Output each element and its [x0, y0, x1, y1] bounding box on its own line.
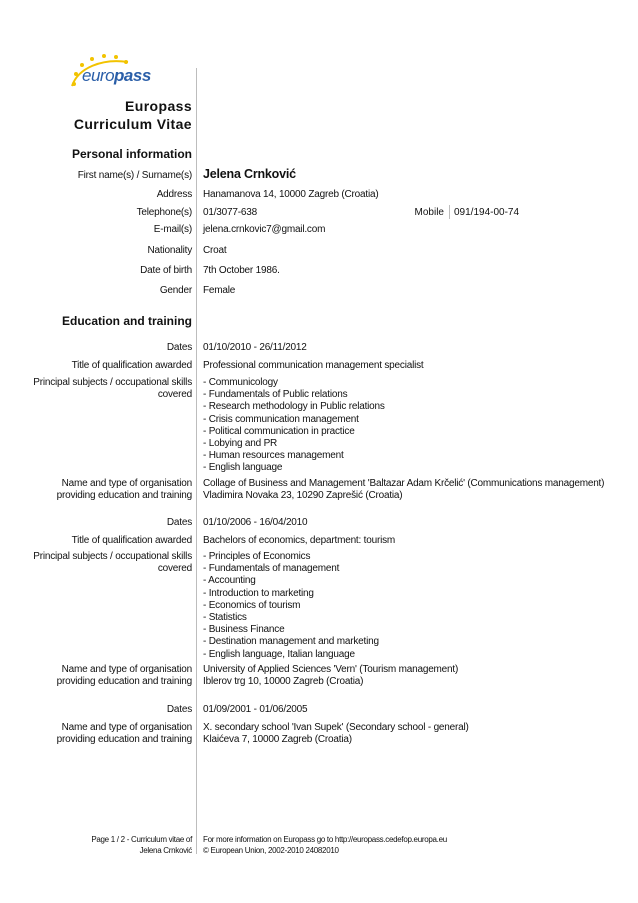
edu2-org: University of Applied Sciences 'Vern' (Tourism management) Iblerov trg 10, 10000 Zagreb (Croatia): [203, 664, 459, 688]
email-value[interactable]: jelena.crnkovic7@gmail.com: [203, 224, 326, 235]
email-label: E-mail(s): [153, 224, 192, 235]
telephone-value: 01/3077-638: [203, 207, 257, 218]
address-label: Address: [156, 189, 192, 200]
edu2-qual-label: Title of qualification awarded: [71, 535, 192, 546]
full-name: Jelena Crnković: [203, 167, 296, 181]
edu3-org: X. secondary school 'Ivan Supek' (Secondary school - general) Klaićeva 7, 10000 Zagreb (Croatia): [203, 722, 469, 746]
list-item: - Statistics: [203, 612, 247, 624]
footer-copyright: © European Union, 2002-2010 24082010: [203, 846, 339, 855]
gender-label: Gender: [159, 285, 192, 296]
list-item: - Communicology: [203, 377, 278, 388]
name-label: First name(s) / Surname(s): [77, 170, 192, 181]
cv-title-europass: Europass: [125, 98, 192, 114]
address-value: Hanamanova 14, 10000 Zagreb (Croatia): [203, 189, 379, 200]
edu1-dates: 01/10/2010 - 26/11/2012: [203, 342, 307, 353]
edu2-dates-label: Dates: [166, 517, 192, 528]
edu1-qual-label: Title of qualification awarded: [71, 360, 192, 371]
list-item: - Fundamentals of Public relations: [203, 389, 348, 401]
edu3-dates-label: Dates: [166, 704, 192, 715]
nationality-value: Croat: [203, 245, 227, 256]
list-item: - Political communication in practice: [203, 425, 355, 437]
logo-wordmark: europass: [82, 66, 151, 85]
footer-link[interactable]: For more information on Europass go to http://europass.cedefop.europa.eu: [203, 835, 447, 844]
edu1-dates-label: Dates: [166, 342, 192, 353]
gender-value: Female: [203, 285, 236, 296]
list-item: - Lobying and PR: [203, 438, 278, 450]
edu1-qual: Professional communication management specialist: [203, 360, 424, 371]
edu3-org-label: Name and type of organisation providing education and training: [56, 722, 192, 746]
edu2-org-label: Name and type of organisation providing education and training: [56, 664, 192, 688]
cv-title-curriculum: Curriculum Vitae: [73, 116, 192, 132]
edu3-dates: 01/09/2001 - 01/06/2005: [203, 704, 308, 715]
list-item: - Research methodology in Public relations: [203, 401, 385, 413]
list-item: - Introduction to marketing: [203, 587, 314, 599]
mobile-separator: [449, 205, 450, 219]
footer-europass-info: [203, 834, 447, 856]
edu1-subjects-list: [203, 377, 385, 475]
list-item: - Fundamentals of management: [203, 563, 340, 575]
list-item: - Crisis communication management: [203, 413, 359, 425]
dob-label: Date of birth: [140, 265, 192, 276]
edu2-subjects-label: Principal subjects / occupational skills covered: [33, 551, 192, 575]
edu2-dates: 01/10/2006 - 16/04/2010: [203, 517, 308, 528]
nationality-label: Nationality: [147, 245, 192, 256]
section-personal-information: Personal information: [71, 147, 192, 161]
list-item: - Accounting: [203, 575, 256, 587]
edu1-org-label: Name and type of organisation providing education and training: [56, 478, 192, 502]
dob-value: 7th October 1986.: [203, 265, 280, 276]
list-item: - English language: [203, 462, 283, 474]
column-divider: [196, 68, 197, 854]
europass-logo: [66, 50, 186, 96]
edu2-subjects-list: [203, 551, 379, 661]
telephone-label: Telephone(s): [136, 207, 192, 218]
mobile-value: 091/194-00-74: [454, 207, 520, 218]
section-education-training: Education and training: [61, 314, 192, 328]
edu2-qual: Bachelors of economics, department: tourism: [203, 535, 396, 546]
edu1-subjects-label: Principal subjects / occupational skills covered: [33, 377, 192, 401]
edu1-org: Collage of Business and Management 'Baltazar Adam Krčelić' (Communications management) Vladimira Novaka 23, 10290 Zaprešić (Croatia): [203, 478, 605, 502]
mobile-label: Mobile: [414, 207, 444, 218]
footer-page-info: Page 1 / 2 - Curriculum vitae of Jelena Crnković: [91, 835, 192, 855]
list-item: - Principles of Economics: [203, 551, 311, 562]
list-item: - Destination management and marketing: [203, 636, 379, 648]
list-item: - Economics of tourism: [203, 599, 301, 611]
list-item: - Human resources management: [203, 450, 344, 462]
list-item: - English language, Italian language: [203, 648, 355, 660]
list-item: - Business Finance: [203, 624, 285, 636]
